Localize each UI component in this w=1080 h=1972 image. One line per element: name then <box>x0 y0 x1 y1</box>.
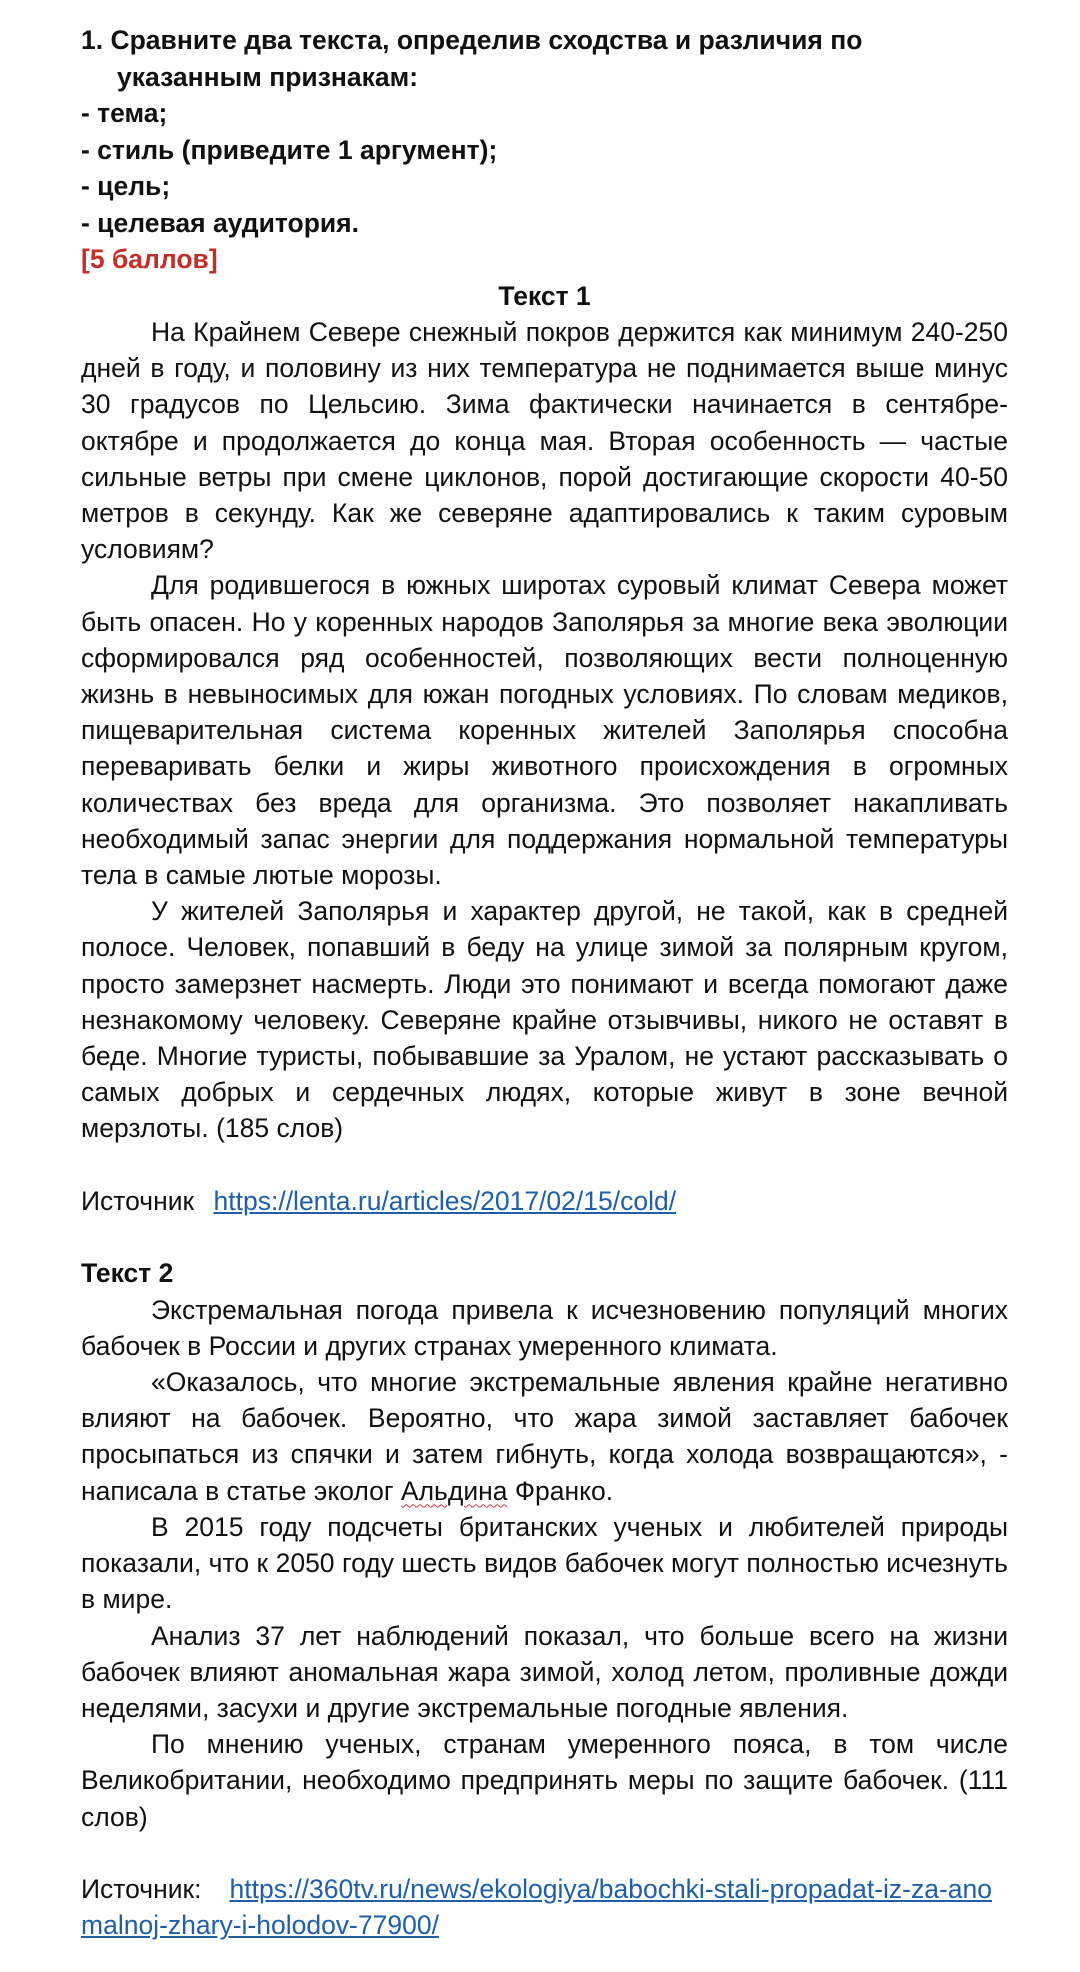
text2-source <box>81 1871 1008 1944</box>
text2-paragraph-3: В 2015 году подсчеты британских ученых и любителей природы показали, что к 2050 году шесть видов бабочек могут полностью исчезнуть в мире. <box>81 1511 1008 1615</box>
text1-source-label: Источник <box>81 1185 195 1216</box>
spacer <box>81 1219 1008 1255</box>
criterion-audience: - целевая аудитория. <box>81 207 359 238</box>
spacer <box>81 1835 1008 1871</box>
text2-paragraph-5: По мнению ученых, странам умеренного пояса, в том числе Великобритании, необходимо предпринять меры по защите бабочек. (111 слов) <box>81 1729 1008 1832</box>
text2-source-label: Источник: <box>81 1873 202 1904</box>
task-heading <box>81 22 1008 95</box>
text1-source-link[interactable]: https://lenta.ru/articles/2017/02/15/cold/ <box>213 1185 677 1216</box>
task-heading-line2: указанным признакам: <box>117 61 419 92</box>
text1-paragraph-1: На Крайнем Севере снежный покров держится как минимум 240-250 дней в году, и половину из них температура не поднимается выше минус 30 градусов по Цельсию. Зима фактически начинается в сентябре-октябре и продолжается до конца мая. Вторая особенность — частые сильные ветры при смене циклонов, порой достигающие скорости 40-50 метров в секунду. Как же северяне адаптировались к таким суровым условиям? <box>81 317 1008 565</box>
criterion-goal: - цель; <box>81 171 171 201</box>
text2-paragraph-1: Экстремальная погода привела к исчезновению популяций многих бабочек в России и других странах умеренного климата. <box>81 1294 1008 1361</box>
text1-title: Текст 1 <box>498 280 591 311</box>
text1-paragraph-3: У жителей Заполярья и характер другой, не такой, как в средней полосе. Человек, попавший в беду на улице зимой за полярным кругом, просто замерзнет насмерть. Люди это понимают и всегда помогают даже незнакомому человеку. Северяне крайне отзывчивы, никого не оставят в беде. Многие туристы, побывавшие за Уралом, не устают рассказывать о самых добрых и сердечных людях, которые живут в зоне вечной мерзлоты. (185 слов) <box>81 896 1008 1144</box>
spellcheck-word: Альдина <box>400 1475 508 1506</box>
criterion-style: - стиль (приведите 1 аргумент); <box>81 134 498 165</box>
task-heading-line1: 1. Сравните два текста, определив сходства и различия по <box>81 25 863 55</box>
text2-paragraph-2-start: «Оказалось, что многие экстремальные явления крайне негативно влияют на бабочек. Вероятно, что жара зимой заставляет бабочек просыпаться из спячки и затем гибнуть, когда холода возвращаются», - написала в статье эколог <box>81 1367 1008 1506</box>
text2-source-link[interactable]: https://360tv.ru/news/ekologiya/babochki-stali-propadat-iz-za-anomalnoj-zhary-i-holodov-77900/ <box>81 1873 993 1941</box>
points-label: [5 баллов] <box>81 244 218 274</box>
text1-source <box>81 1183 1008 1220</box>
criterion-theme: - тема; <box>81 98 168 128</box>
text2-title: Текст 2 <box>81 1258 174 1289</box>
text2-paragraph-2-end: Франко. <box>507 1475 614 1506</box>
text1-paragraph-2: Для родившегося в южных широтах суровый климат Севера может быть опасен. Но у коренных народов Заполярья за многие века эволюции сформировался ряд особенностей, позволяющих вести полноценную жизнь в невыносимых для южан погодных условиях. По словам медиков, пищеварительная система коренных жителей Заполярья способна переваривать белки и жиры животного происхождения в огромных количествах без вреда для организма. Это позволяет накапливать необходимый запас энергии для поддержания нормальной температуры тела в самые лютые морозы. <box>81 570 1008 891</box>
spacer <box>81 1147 1008 1183</box>
text2-paragraph-4: Анализ 37 лет наблюдений показал, что больше всего на жизни бабочек влияют аномальная жара зимой, холод летом, проливные дожди неделями, засухи и другие экстремальные погодные явления. <box>81 1620 1008 1723</box>
text2-paragraph-2 <box>81 1364 1008 1509</box>
